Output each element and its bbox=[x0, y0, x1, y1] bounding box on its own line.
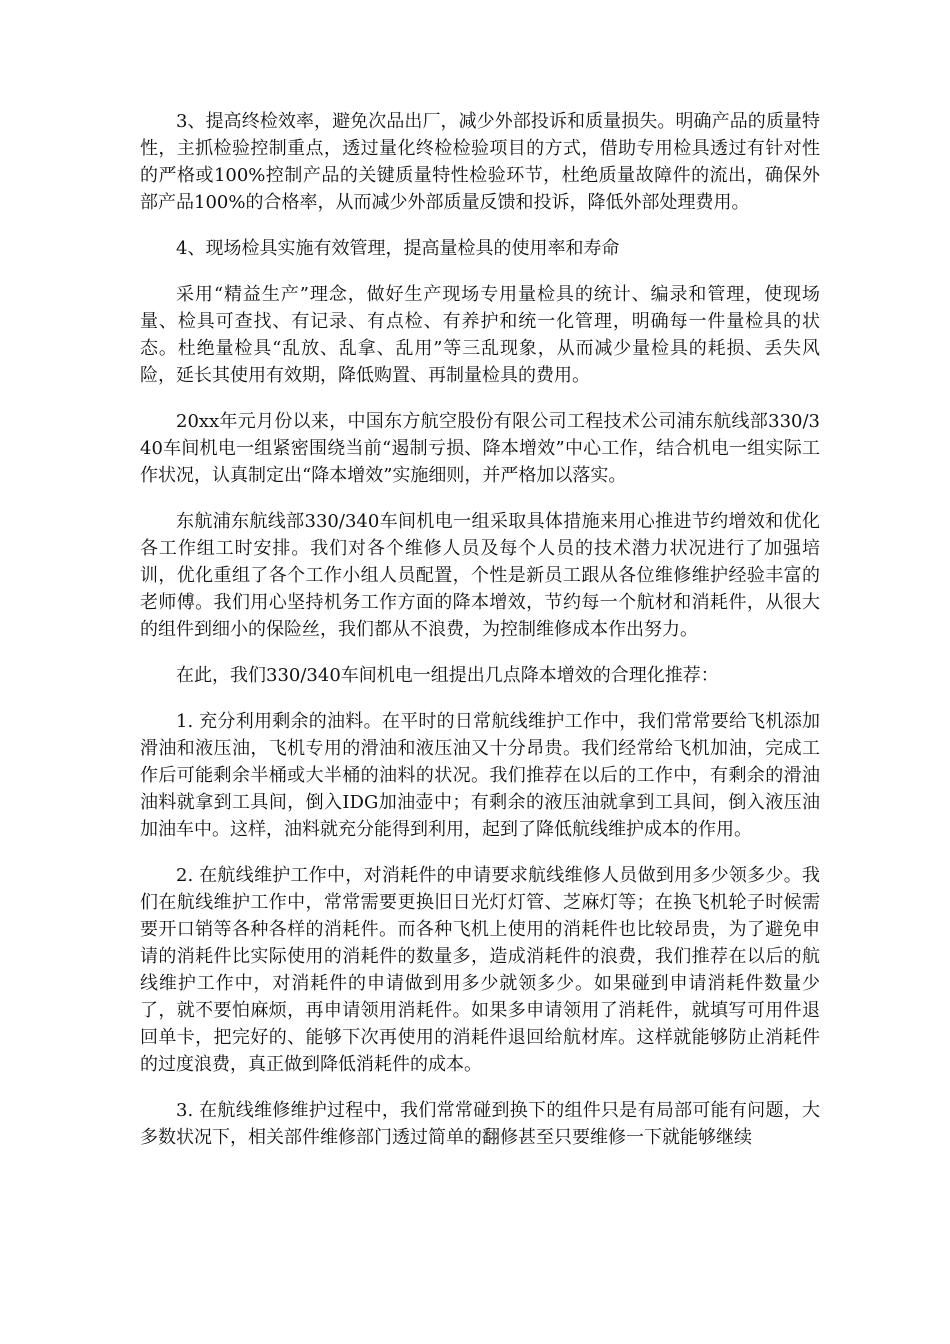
paragraph-recommendation-2: 2. 在航线维护工作中，对消耗件的申请要求航线维修人员做到用多少领多少。我们在航线维护工作中，常常需要更换旧日光灯灯管、芝麻灯等；在换飞机轮子时候需要开口销等各种各样的消耗件。而各种飞机上使用的消耗件也比较昂贵，为了避免申请的消耗件比实际使用的消耗件的数量多，造成消耗件的浪费，我们推荐在以后的航线维护工作中，对消耗件的申请做到用多少就领多少。如果碰到申请消耗件数量少了，就不要怕麻烦，再申请领用消耗件。如果多申请领用了消耗件，就填写可用件退回单卡，把完好的、能够下次再使用的消耗件退回给航材库。这样就能够防止消耗件的过度浪费，真正做到降低消耗件的成本。 bbox=[140, 865, 820, 1075]
paragraph-lean-production: 采用“精益生产”理念，做好生产现场专用量检具的统计、编录和管理，使现场量、检具可查找、有记录、有点检、有养护和统一化管理，明确每一件量检具的状态。杜绝量检具“乱放、乱拿、乱用”等三乱现象，从而减少量检具的耗损、丢失风险，延长其使用有效期，降低购置、再制量检具的费用。 bbox=[140, 284, 820, 386]
paragraph-gauge-management-heading: 4、现场检具实施有效管理，提高量检具的使用率和寿命 bbox=[176, 238, 620, 259]
paragraph-recommendation-3: 3. 在航线维修维护过程中，我们常常碰到换下的组件只是有局部可能有问题，大多数状况下，相关部件维修部门透过简单的翻修甚至只要维修一下就能够继续 bbox=[140, 1100, 820, 1148]
paragraph-recommendations-lead: 在此，我们330/340车间机电一组提出几点降本增效的合理化推荐： bbox=[176, 665, 719, 686]
paragraph-recommendation-1: 1. 充分利用剩余的油料。在平时的日常航线维护工作中，我们常常要给飞机添加滑油和液压油，飞机专用的滑油和液压油又十分昂贵。我们经常给飞机加油，完成工作后可能剩余半桶或大半桶的油料的状况。我们推荐在以后的工作中，有剩余的滑油油料就拿到工具间，倒入IDG加油壶中；有剩余的液压油就拿到工具间，倒入液压油加油车中。这样，油料就充分能得到利用，起到了降低航线维护成本的作用。 bbox=[140, 711, 820, 840]
document-body bbox=[140, 108, 820, 1170]
paragraph-cost-reduction-intro: 20xx年元月份以来，中国东方航空股份有限公司工程技术公司浦东航线部330/340车间机电一组紧密围绕当前“遏制亏损、降本增效”中心工作，结合机电一组实际工作状况，认真制定出“降本增效”实施细则，并严格加以落实。 bbox=[140, 411, 820, 486]
paragraph-final-inspection: 3、提高终检效率，避免次品出厂，减少外部投诉和质量损失。明确产品的质量特性，主抓检验控制重点，透过量化终检检验项目的方式，借助专用检具透过有针对性的严格或100%控制产品的关键质量特性检验环节，杜绝质量故障件的流出，确保外部产品100%的合格率，从而减少外部质量反馈和投诉，降低外部处理费用。 bbox=[140, 111, 820, 213]
paragraph-team-measures: 东航浦东航线部330/340车间机电一组采取具体措施来用心推进节约增效和优化各工作组工时安排。我们对各个维修人员及每个人员的技术潜力状况进行了加强培训，优化重组了各个工作小组人员配置，个性是新员工跟从各位维修维护经验丰富的老师傅。我们用心坚持机务工作方面的降本增效，节约每一个航材和消耗件，从很大的组件到细小的保险丝，我们都从不浪费，为控制维修成本作出努力。 bbox=[140, 511, 820, 640]
